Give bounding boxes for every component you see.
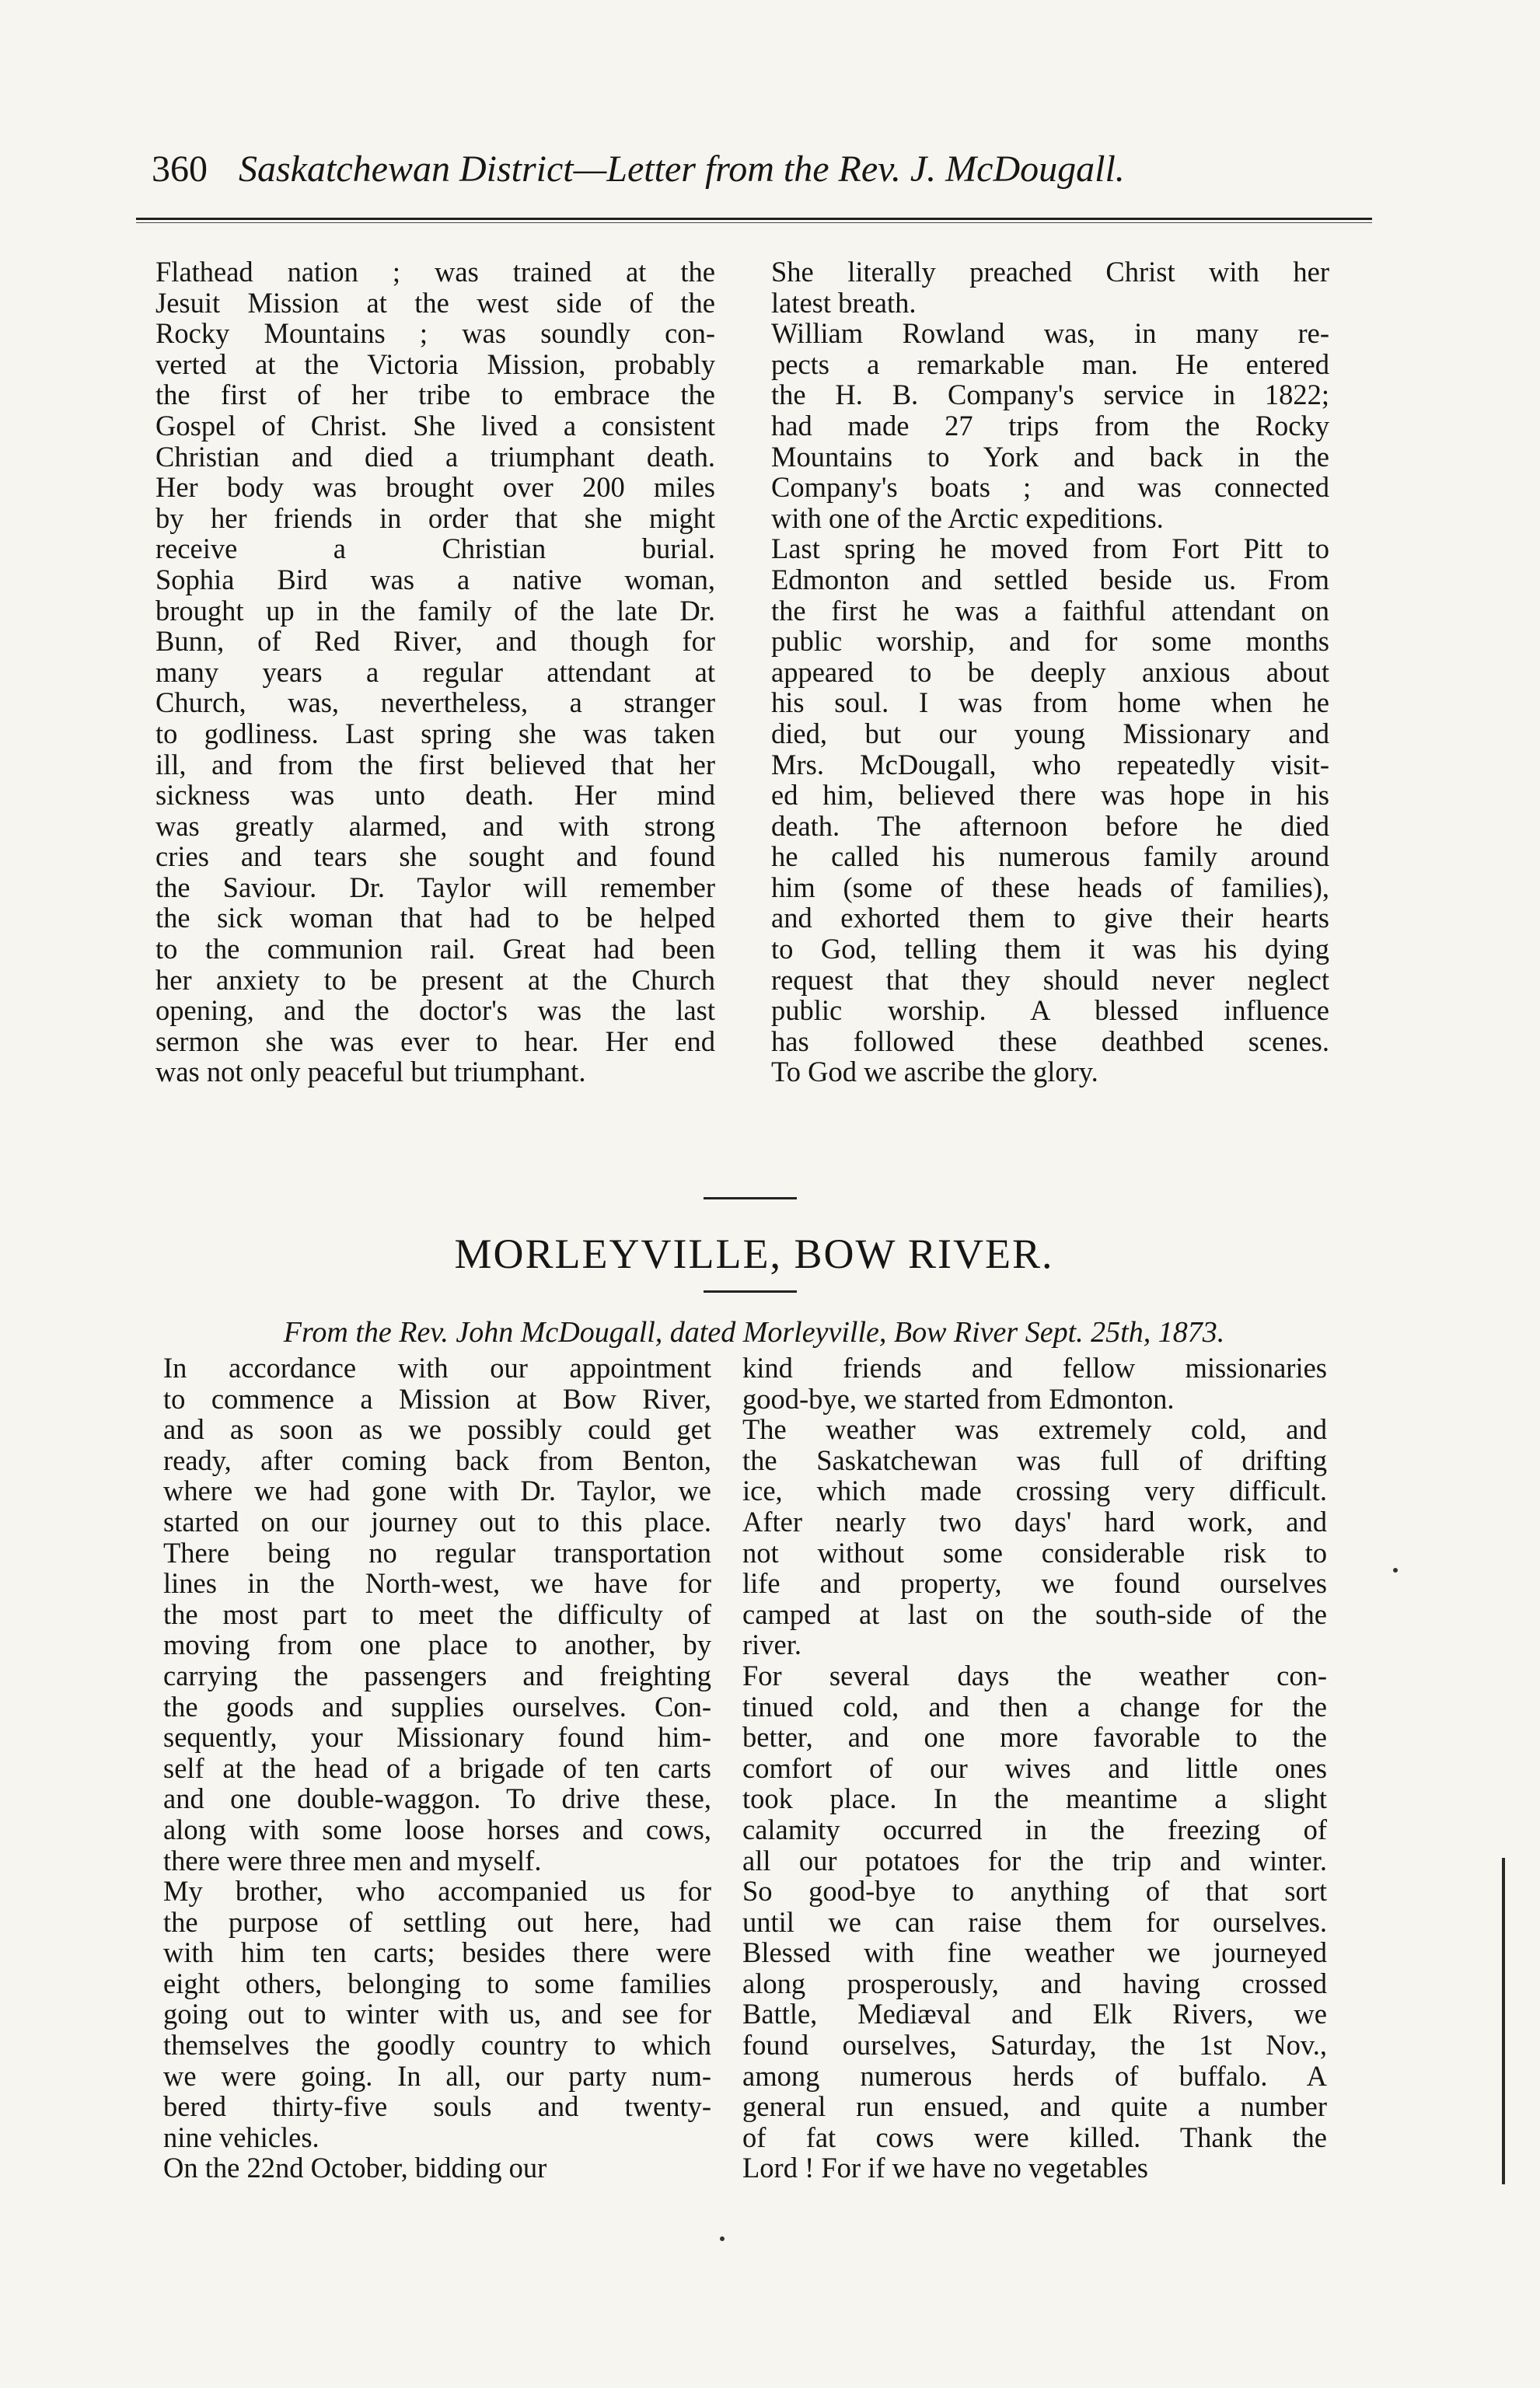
text-line: In accordance with our appointment	[163, 1352, 711, 1384]
text-line: by her friends in order that she might	[155, 501, 715, 534]
text-line: request that they should never neglect	[771, 963, 1329, 996]
ink-speck	[1393, 1568, 1398, 1573]
text-line: to God, telling them it was his dying	[771, 933, 1329, 965]
text-line: The weather was extremely cold, and	[742, 1413, 1327, 1446]
text-line: better, and one more favorable to the	[742, 1721, 1327, 1754]
header-rule-thin	[136, 222, 1372, 223]
section-rule-bottom	[704, 1290, 797, 1293]
text-line: eight others, belonging to some families	[163, 1967, 711, 1999]
text-line: took place. In the meantime a slight	[742, 1782, 1327, 1815]
text-line: So good-bye to anything of that sort	[742, 1875, 1327, 1908]
text-line: was greatly alarmed, and with strong	[155, 809, 715, 842]
text-line: the first he was a faithful attendant on	[771, 594, 1329, 627]
section-title: MORLEYVILLE, BOW RIVER.	[454, 1231, 1054, 1277]
text-line: appeared to be deeply anxious about	[771, 655, 1329, 688]
text-line: the purpose of settling out here, had	[163, 1905, 711, 1938]
text-line: the sick woman that had to be helped	[155, 902, 715, 934]
text-line: the Saviour. Dr. Taylor will remember	[155, 871, 715, 903]
text-line: ice, which made crossing very difficult.	[742, 1475, 1327, 1507]
text-line: There being no regular transportation	[163, 1536, 711, 1569]
text-line: he called his numerous family around	[771, 840, 1329, 873]
text-line: the most part to meet the difficulty of	[163, 1597, 711, 1630]
text-line: her anxiety to be present at the Church	[155, 963, 715, 996]
text-line: bered thirty-five souls and twenty-	[163, 2090, 711, 2123]
text-line: we were going. In all, our party num-	[163, 2059, 711, 2092]
text-line: Edmonton and settled beside us. From	[771, 563, 1329, 595]
bottom-right-column	[742, 1353, 1327, 2184]
text-line: ready, after coming back from Benton,	[163, 1444, 711, 1476]
text-line: tinued cold, and then a change for the	[742, 1690, 1327, 1723]
text-line: the H. B. Company's service in 1822;	[771, 379, 1329, 411]
text-line: and as soon as we possibly could get	[163, 1413, 711, 1446]
text-line: brought up in the family of the late Dr.	[155, 594, 715, 627]
text-line: general run ensued, and quite a number	[742, 2090, 1327, 2123]
text-line: until we can raise them for ourselves.	[742, 1905, 1327, 1938]
text-line: where we had gone with Dr. Taylor, we	[163, 1475, 711, 1507]
text-line: all our potatoes for the trip and winter.	[742, 1844, 1327, 1877]
text-line: him (some of these heads of families),	[771, 871, 1329, 903]
text-line: Gospel of Christ. She lived a consistent	[155, 409, 715, 442]
text-line: was not only peaceful but triumphant.	[155, 1056, 586, 1088]
text-line: moving from one place to another, by	[163, 1629, 711, 1661]
text-line: latest breath.	[771, 286, 917, 319]
text-line: death. The afternoon before he died	[771, 809, 1329, 842]
text-line: Lord ! For if we have no vegetables	[742, 2152, 1148, 2184]
text-line: Her body was brought over 200 miles	[155, 471, 715, 504]
text-line: carrying the passengers and freighting	[163, 1659, 711, 1692]
text-line: comfort of our wives and little ones	[742, 1751, 1327, 1784]
text-line: Church, was, nevertheless, a stranger	[155, 686, 715, 719]
text-line: nine vehicles.	[163, 2121, 320, 2153]
running-title: Saskatchewan District—Letter from the Rev. J. McDougall.	[239, 148, 1125, 190]
text-line: along prosperously, and having crossed	[742, 1967, 1327, 1999]
text-line: Bunn, of Red River, and though for	[155, 625, 715, 658]
text-line: ed him, believed there was hope in his	[771, 779, 1329, 812]
text-line: My brother, who accompanied us for	[163, 1875, 711, 1908]
text-line: along with some loose horses and cows,	[163, 1813, 711, 1845]
text-line: good-bye, we started from Edmonton.	[742, 1382, 1175, 1415]
text-line: of fat cows were killed. Thank the	[742, 2121, 1327, 2153]
top-right-column	[771, 257, 1329, 1088]
margin-mark	[1502, 1858, 1505, 2184]
text-line: going out to winter with us, and see for	[163, 1998, 711, 2030]
text-line: to commence a Mission at Bow River,	[163, 1382, 711, 1415]
text-line: opening, and the doctor's was the last	[155, 994, 715, 1027]
text-line: public worship. A blessed influence	[771, 994, 1329, 1027]
text-line: Flathead nation ; was trained at the	[155, 256, 715, 288]
text-line: sickness was unto death. Her mind	[155, 779, 715, 812]
text-line: river.	[742, 1629, 802, 1661]
text-line: started on our journey out to this place.	[163, 1505, 711, 1538]
text-line: Jesuit Mission at the west side of the	[155, 286, 715, 319]
text-line: found ourselves, Saturday, the 1st Nov.,	[742, 2029, 1327, 2062]
text-line: to godliness. Last spring she was taken	[155, 717, 715, 749]
text-line: calamity occurred in the freezing of	[742, 1813, 1327, 1845]
text-line: After nearly two days' hard work, and	[742, 1505, 1327, 1538]
text-line: had made 27 trips from the Rocky	[771, 409, 1329, 442]
text-line: For several days the weather con-	[742, 1659, 1327, 1692]
text-line: pects a remarkable man. He entered	[771, 347, 1329, 380]
text-line: receive a Christian burial.	[155, 532, 715, 565]
text-line: the Saskatchewan was full of drifting	[742, 1444, 1327, 1476]
text-line: has followed these deathbed scenes.	[771, 1025, 1329, 1057]
text-line: cries and tears she sought and found	[155, 840, 715, 873]
text-line: Mrs. McDougall, who repeatedly visit-	[771, 748, 1329, 780]
text-line: sequently, your Missionary found him-	[163, 1721, 711, 1754]
running-head	[152, 146, 1364, 193]
bottom-left-column	[163, 1353, 711, 2184]
text-line: the first of her tribe to embrace the	[155, 379, 715, 411]
text-line: with him ten carts; besides there were	[163, 1936, 711, 1969]
text-line: to the communion rail. Great had been	[155, 933, 715, 965]
text-line: Battle, Mediæval and Elk Rivers, we	[742, 1998, 1327, 2030]
text-line: camped at last on the south-side of the	[742, 1597, 1327, 1630]
text-line: Blessed with fine weather we journeyed	[742, 1936, 1327, 1969]
header-rule	[136, 218, 1372, 220]
text-line: Christian and died a triumphant death.	[155, 440, 715, 473]
text-line: On the 22nd October, bidding our	[163, 2152, 547, 2184]
ink-speck	[720, 2236, 725, 2241]
text-line: the goods and supplies ourselves. Con-	[163, 1690, 711, 1723]
text-line: among numerous herds of buffalo. A	[742, 2059, 1327, 2092]
text-line: with one of the Arctic expeditions.	[771, 501, 1164, 534]
text-line: there were three men and myself.	[163, 1844, 542, 1877]
text-line: Company's boats ; and was connected	[771, 471, 1329, 504]
text-line: sermon she was ever to hear. Her end	[155, 1025, 715, 1057]
text-line: not without some considerable risk to	[742, 1536, 1327, 1569]
text-line: kind friends and fellow missionaries	[742, 1352, 1327, 1384]
text-line: self at the head of a brigade of ten carts	[163, 1751, 711, 1784]
text-line: Mountains to York and back in the	[771, 440, 1329, 473]
text-line: public worship, and for some months	[771, 625, 1329, 658]
page-number: 360	[152, 148, 208, 190]
text-line: his soul. I was from home when he	[771, 686, 1329, 719]
text-line: William Rowland was, in many re-	[771, 317, 1329, 350]
text-line: died, but our young Missionary and	[771, 717, 1329, 749]
top-left-column	[155, 257, 715, 1088]
text-line: Rocky Mountains ; was soundly con-	[155, 317, 715, 350]
text-line: ill, and from the first believed that her	[155, 748, 715, 780]
text-line: life and property, we found ourselves	[742, 1567, 1327, 1600]
text-line: Last spring he moved from Fort Pitt to	[771, 532, 1329, 565]
text-line: and one double-waggon. To drive these,	[163, 1782, 711, 1815]
text-line: To God we ascribe the glory.	[771, 1056, 1098, 1088]
text-line: Sophia Bird was a native woman,	[155, 563, 715, 595]
section-rule-top	[704, 1197, 797, 1199]
text-line: verted at the Victoria Mission, probably	[155, 347, 715, 380]
text-line: themselves the goodly country to which	[163, 2029, 711, 2062]
text-line: lines in the North-west, we have for	[163, 1567, 711, 1600]
text-line: and exhorted them to give their hearts	[771, 902, 1329, 934]
text-line: She literally preached Christ with her	[771, 256, 1329, 288]
letter-dateline: From the Rev. John McDougall, dated Morleyville, Bow River Sept. 25th, 1873.	[283, 1316, 1225, 1349]
text-line: many years a regular attendant at	[155, 655, 715, 688]
